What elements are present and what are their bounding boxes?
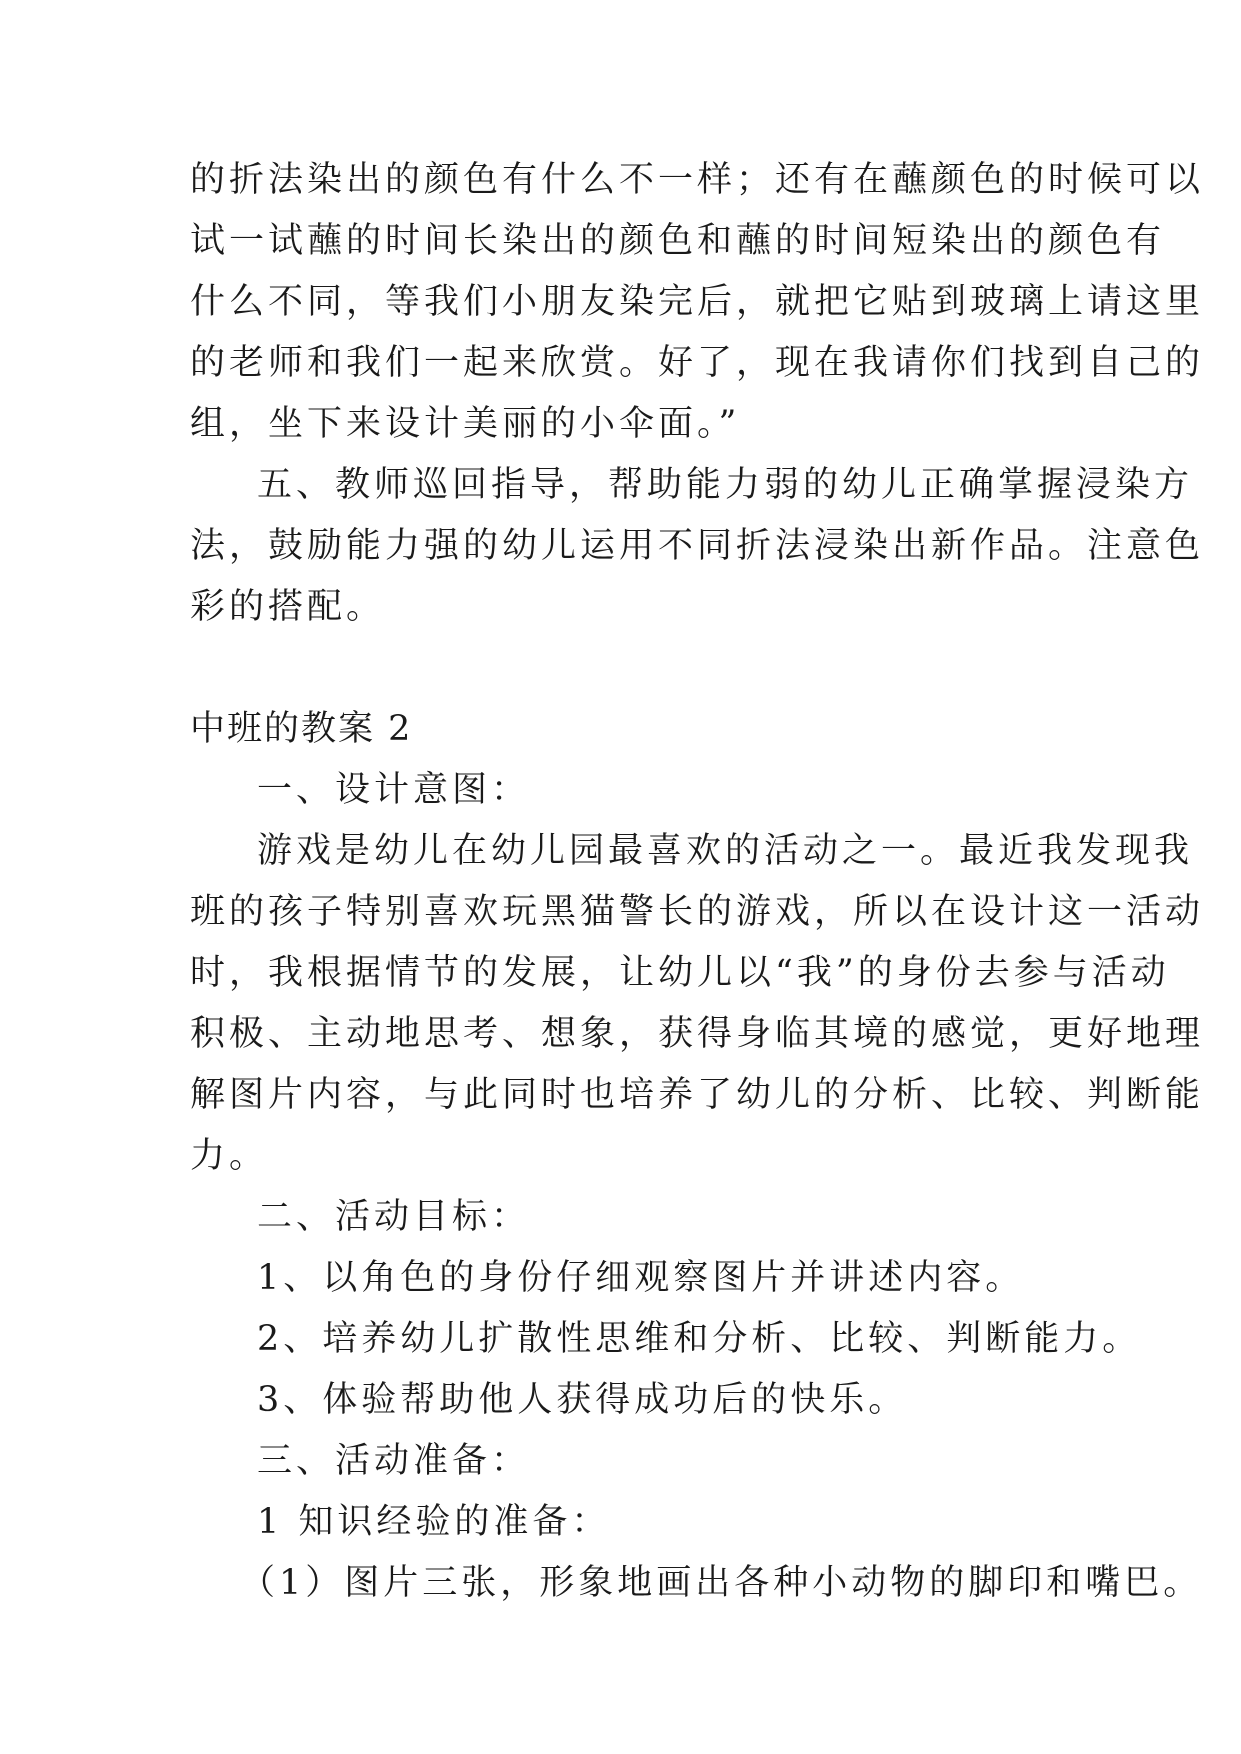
paragraph-continuation bbox=[190, 150, 1205, 455]
section-title: 中班的教案 2 bbox=[190, 709, 413, 749]
text-line: 解图片内容，与此同时也培养了幼儿的分析、比较、判断能 bbox=[190, 1075, 1205, 1115]
text-line: 法，鼓励能力强的幼儿运用不同折法浸染出新作品。注意色 bbox=[190, 526, 1205, 566]
document-body bbox=[190, 150, 1205, 1614]
prep-item: 1 知识经验的准备： bbox=[257, 1502, 611, 1542]
list-item: 3、体验帮助他人获得成功后的快乐。 bbox=[257, 1380, 908, 1420]
text-line: 游戏是幼儿在幼儿园最喜欢的活动之一。最近我发现我 bbox=[257, 831, 1194, 871]
text-line: 力。 bbox=[190, 1136, 269, 1176]
text-line: 的老师和我们一起来欣赏。好了，现在我请你们找到自己的 bbox=[190, 343, 1205, 383]
list-item: 2、培养幼儿扩散性思维和分析、比较、判断能力。 bbox=[257, 1319, 1142, 1359]
text-line: 组，坐下来设计美丽的小伞面。” bbox=[190, 404, 741, 444]
text-line: 积极、主动地思考、想象，获得身临其境的感觉，更好地理 bbox=[190, 1014, 1205, 1054]
text-line: 试一试蘸的时间长染出的颜色和蘸的时间短染出的颜色有 bbox=[190, 221, 1166, 261]
design-heading: 一、设计意图： bbox=[257, 770, 531, 810]
text-line: 的折法染出的颜色有什么不一样；还有在蘸颜色的时候可以 bbox=[190, 160, 1205, 200]
text-line: 什么不同，等我们小朋友染完后，就把它贴到玻璃上请这里 bbox=[190, 282, 1205, 322]
text-line: 五、教师巡回指导，帮助能力弱的幼儿正确掌握浸染方 bbox=[257, 465, 1194, 505]
design-paragraph bbox=[190, 821, 1205, 1187]
paragraph-step-five bbox=[190, 455, 1205, 638]
goals-heading: 二、活动目标： bbox=[257, 1197, 531, 1237]
text-line: 班的孩子特别喜欢玩黑猫警长的游戏，所以在设计这一活动 bbox=[190, 892, 1205, 932]
text-line: 彩的搭配。 bbox=[190, 587, 386, 627]
prep-sub-item: （1）图片三张，形象地画出各种小动物的脚印和嘴巴。 bbox=[240, 1563, 1203, 1603]
prep-heading: 三、活动准备： bbox=[257, 1441, 531, 1481]
goals-list bbox=[190, 1248, 1142, 1431]
paragraph-spacer bbox=[190, 638, 1070, 699]
text-line: 时，我根据情节的发展，让幼儿以“我”的身份去参与活动 bbox=[190, 953, 1170, 993]
list-item: 1、以角色的身份仔细观察图片并讲述内容。 bbox=[257, 1258, 1025, 1298]
